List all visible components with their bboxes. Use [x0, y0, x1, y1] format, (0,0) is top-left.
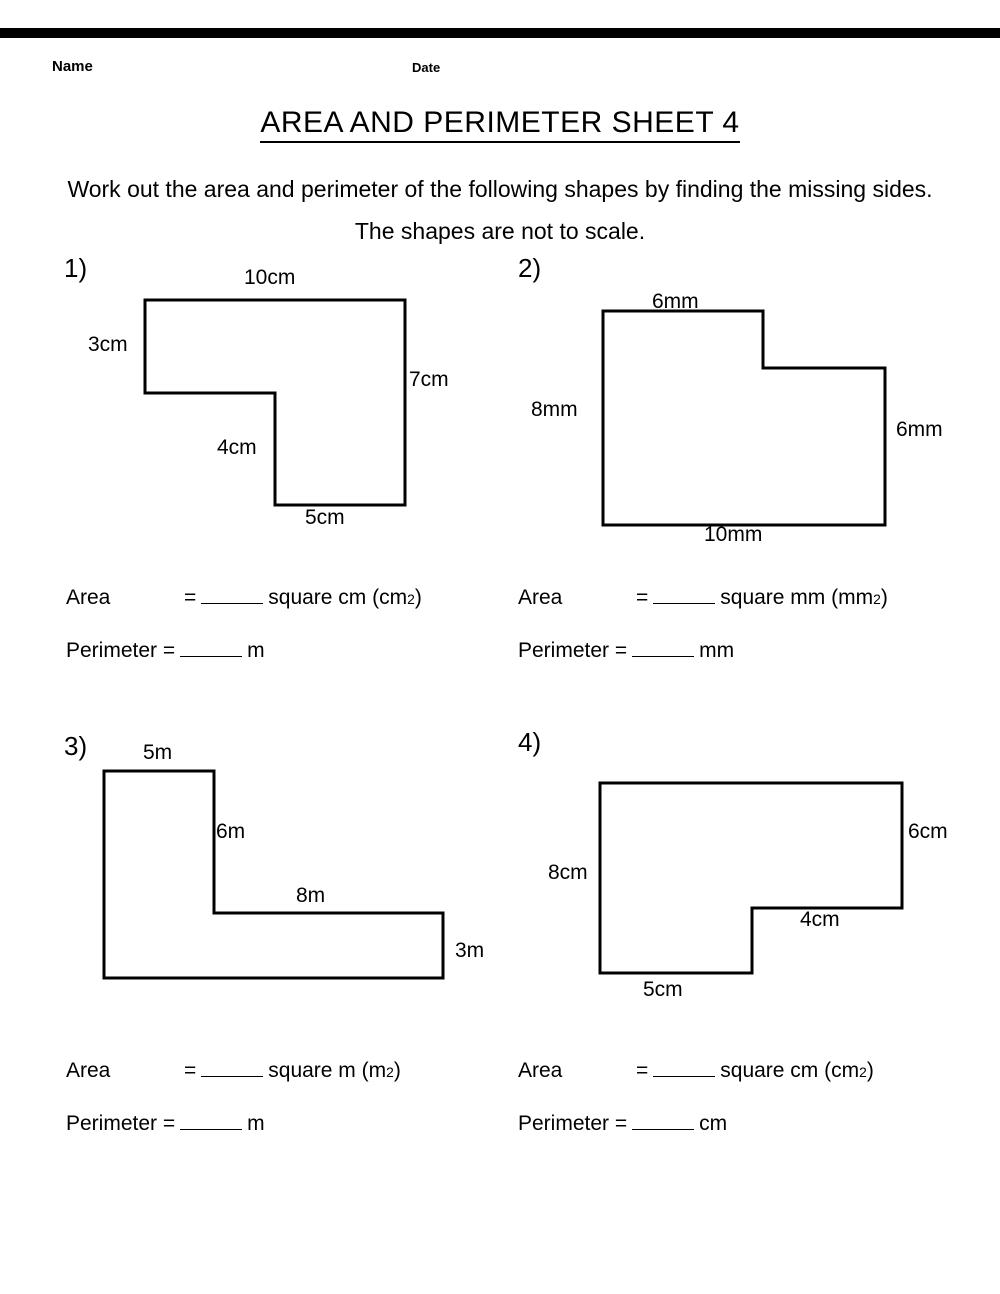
answers-4 — [518, 1056, 874, 1162]
perimeter-unit-4: cm — [699, 1112, 728, 1135]
area-answer-blank-4[interactable] — [653, 1056, 715, 1077]
perimeter-unit-2: mm — [699, 639, 735, 662]
dimension-4-inner: 4cm — [800, 908, 840, 931]
dimension-1-top: 10cm — [244, 266, 296, 289]
area-label-3: Area — [66, 1059, 111, 1082]
area-label-4: Area — [518, 1059, 563, 1082]
answers-3 — [66, 1056, 401, 1162]
area-unit-sup-4: 2 — [859, 1064, 867, 1080]
area-answer-blank-1[interactable] — [201, 583, 263, 604]
dimension-3-inner-left: 6m — [216, 820, 246, 843]
area-equals-4: = — [636, 1059, 649, 1082]
perimeter-label-3: Perimeter = — [66, 1112, 176, 1135]
area-unit-3: square m (m — [268, 1059, 387, 1082]
dimension-2-top: 6mm — [652, 290, 699, 313]
dimension-4-left: 8cm — [548, 861, 588, 884]
dimension-2-right: 6mm — [896, 418, 943, 441]
perimeter-label-1: Perimeter = — [66, 639, 176, 662]
dimension-3-right: 3m — [455, 939, 485, 962]
area-unit-close-1: ) — [414, 586, 422, 609]
perimeter-unit-1: m — [247, 639, 265, 662]
area-label-1: Area — [66, 586, 111, 609]
dimension-1-left: 3cm — [88, 333, 128, 356]
area-row-2 — [518, 583, 888, 610]
top-rule — [0, 28, 1000, 38]
name-label: Name — [52, 58, 93, 75]
area-unit-4: square cm (cm — [720, 1059, 860, 1082]
perimeter-answer-blank-3[interactable] — [180, 1109, 242, 1130]
shape-2 — [595, 303, 900, 533]
shape-4 — [592, 775, 917, 985]
area-answer-blank-3[interactable] — [201, 1056, 263, 1077]
area-row-1 — [66, 583, 422, 610]
dimension-1-right: 7cm — [409, 368, 449, 391]
answers-2 — [518, 583, 888, 689]
question-number-3: 3) — [64, 731, 88, 761]
perimeter-answer-blank-4[interactable] — [632, 1109, 694, 1130]
dimension-3-top: 5m — [143, 741, 173, 764]
area-label-2: Area — [518, 586, 563, 609]
page-title — [0, 106, 1000, 140]
perimeter-row-2 — [518, 636, 888, 663]
area-unit-close-4: ) — [866, 1059, 874, 1082]
answers-1 — [66, 583, 422, 689]
dimension-3-inner-top: 8m — [296, 884, 326, 907]
perimeter-row-3 — [66, 1109, 401, 1136]
area-unit-1: square cm (cm — [268, 586, 408, 609]
perimeter-label-4: Perimeter = — [518, 1112, 628, 1135]
area-unit-sup-1: 2 — [407, 591, 415, 607]
dimension-4-right: 6cm — [908, 820, 948, 843]
date-label: Date — [412, 60, 441, 75]
area-answer-blank-2[interactable] — [653, 583, 715, 604]
area-row-4 — [518, 1056, 874, 1083]
dimension-1-inner: 4cm — [217, 436, 257, 459]
perimeter-answer-blank-1[interactable] — [180, 636, 242, 657]
question-number-2: 2) — [518, 253, 542, 283]
area-unit-2: square mm (mm — [720, 586, 874, 609]
area-unit-sup-2: 2 — [873, 591, 881, 607]
perimeter-row-1 — [66, 636, 422, 663]
perimeter-answer-blank-2[interactable] — [632, 636, 694, 657]
area-equals-1: = — [184, 586, 197, 609]
area-row-3 — [66, 1056, 401, 1083]
shape-1 — [140, 295, 415, 510]
area-equals-2: = — [636, 586, 649, 609]
area-unit-close-3: ) — [393, 1059, 401, 1082]
shape-3 — [98, 765, 453, 985]
instructions: Work out the area and perimeter of the following shapes by finding the missing sides. The shapes are not to scale. — [67, 176, 933, 244]
area-unit-sup-3: 2 — [386, 1064, 394, 1080]
dimension-2-bottom: 10mm — [704, 523, 763, 546]
perimeter-row-4 — [518, 1109, 874, 1136]
page-title-text: AREA AND PERIMETER SHEET 4 — [260, 106, 739, 143]
dimension-4-bottom: 5cm — [643, 978, 683, 1001]
question-number-1: 1) — [64, 253, 88, 283]
dimension-1-bottom: 5cm — [305, 506, 345, 529]
dimension-2-left: 8mm — [531, 398, 578, 421]
area-equals-3: = — [184, 1059, 197, 1082]
area-unit-close-2: ) — [880, 586, 888, 609]
perimeter-label-2: Perimeter = — [518, 639, 628, 662]
perimeter-unit-3: m — [247, 1112, 265, 1135]
question-number-4: 4) — [518, 727, 542, 757]
